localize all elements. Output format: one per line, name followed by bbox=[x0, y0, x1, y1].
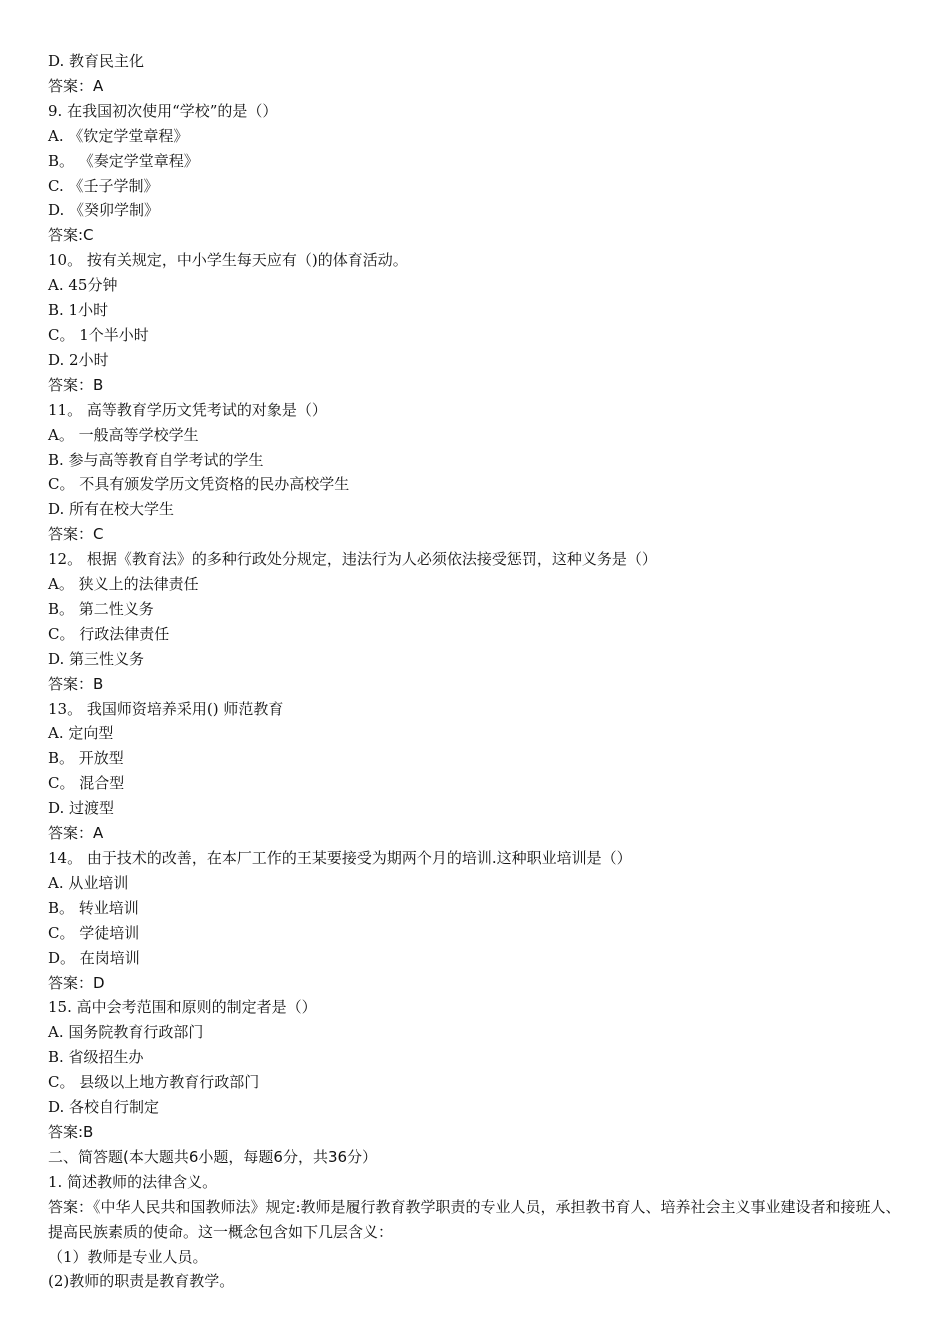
option-line: C。 1个半小时 bbox=[48, 325, 149, 344]
option-line: D. 所有在校大学生 bbox=[48, 500, 175, 519]
option-line: D。 在岗培训 bbox=[48, 948, 140, 967]
option-line: C。 不具有颁发学历文凭资格的民办高校学生 bbox=[48, 475, 350, 494]
option-line: D. 《癸卯学制》 bbox=[48, 201, 160, 220]
answer-line: 答案:B bbox=[48, 1122, 94, 1141]
answer-line: 答案：C bbox=[48, 525, 104, 544]
option-line: A. 国务院教育行政部门 bbox=[48, 1023, 204, 1042]
option-line: A. 45分钟 bbox=[48, 276, 118, 295]
answer-line: 答案：A bbox=[48, 76, 104, 95]
option-line: B。 开放型 bbox=[48, 749, 124, 768]
question-line: 12。 根据《教育法》的多种行政处分规定，违法行为人必须依法接受惩罚，这种义务是（） bbox=[48, 550, 657, 569]
option-line: A. 从业培训 bbox=[48, 873, 129, 892]
option-line: A。 狭义上的法律责任 bbox=[48, 575, 199, 594]
option-line: D. 第三性义务 bbox=[48, 649, 145, 668]
answer-line: 答案:C bbox=[48, 226, 94, 245]
option-line: B。 转业培训 bbox=[48, 898, 139, 917]
question-line: 14。 由于技术的改善，在本厂工作的王某要接受为期两个月的培训.这种职业培训是（） bbox=[48, 849, 632, 867]
option-line: D. 各校自行制定 bbox=[48, 1098, 160, 1117]
option-line: B。 第二性义务 bbox=[48, 599, 154, 618]
option-line: B. 省级招生办 bbox=[48, 1048, 144, 1067]
question-line: 10。 按有关规定，中小学生每天应有（)的体育活动。 bbox=[48, 251, 408, 270]
option-line: B。 《奏定学堂章程》 bbox=[48, 151, 199, 170]
answer-line: 答案：B bbox=[48, 674, 104, 693]
option-line: C. 《壬子学制》 bbox=[48, 176, 159, 195]
option-line: C。 行政法律责任 bbox=[48, 624, 170, 643]
answer-line: 答案：D bbox=[48, 973, 105, 992]
answer-line: 答案：A bbox=[48, 824, 104, 843]
option-line: C。 县级以上地方教育行政部门 bbox=[48, 1073, 260, 1092]
answer-line: 答案：B bbox=[48, 375, 104, 394]
document-page bbox=[48, 49, 908, 1294]
answer-paragraph: 答案：《中华人民共和国教师法》规定:教师是履行教育教学职责的专业人员，承担教书育人、培养社会主义事业建设者和接班人、提高民族素质的使命。这一概念包含如下几层含义： bbox=[48, 1197, 901, 1241]
question-line: 15. 高中会考范围和原则的制定者是（） bbox=[48, 998, 317, 1017]
option-line: C。 学徒培训 bbox=[48, 923, 140, 942]
option-line: D. 教育民主化 bbox=[48, 52, 145, 70]
option-line: A. 《钦定学堂章程》 bbox=[48, 126, 189, 145]
answer-point: (2)教师的职责是教育教学。 bbox=[48, 1272, 235, 1291]
question-line: 11。 高等教育学历文凭考试的对象是（） bbox=[48, 400, 327, 419]
question-line: 1. 简述教师的法律含义。 bbox=[48, 1172, 218, 1191]
question-line: 13。 我国师资培养采用() 师范教育 bbox=[48, 699, 284, 718]
option-line: B. 1小时 bbox=[48, 301, 109, 320]
option-line: B. 参与高等教育自学考试的学生 bbox=[48, 450, 264, 469]
option-line: A. 定向型 bbox=[48, 724, 114, 743]
option-line: A。 一般高等学校学生 bbox=[48, 425, 199, 444]
option-line: D. 过渡型 bbox=[48, 799, 115, 818]
question-line: 9. 在我国初次使用“学校”的是（） bbox=[48, 101, 278, 120]
option-line: D. 2小时 bbox=[48, 350, 109, 369]
answer-point: （1）教师是专业人员。 bbox=[48, 1247, 208, 1266]
option-line: C。 混合型 bbox=[48, 774, 125, 793]
section-heading: 二、简答题(本大题共6小题，每题6分，共36分） bbox=[48, 1147, 378, 1166]
